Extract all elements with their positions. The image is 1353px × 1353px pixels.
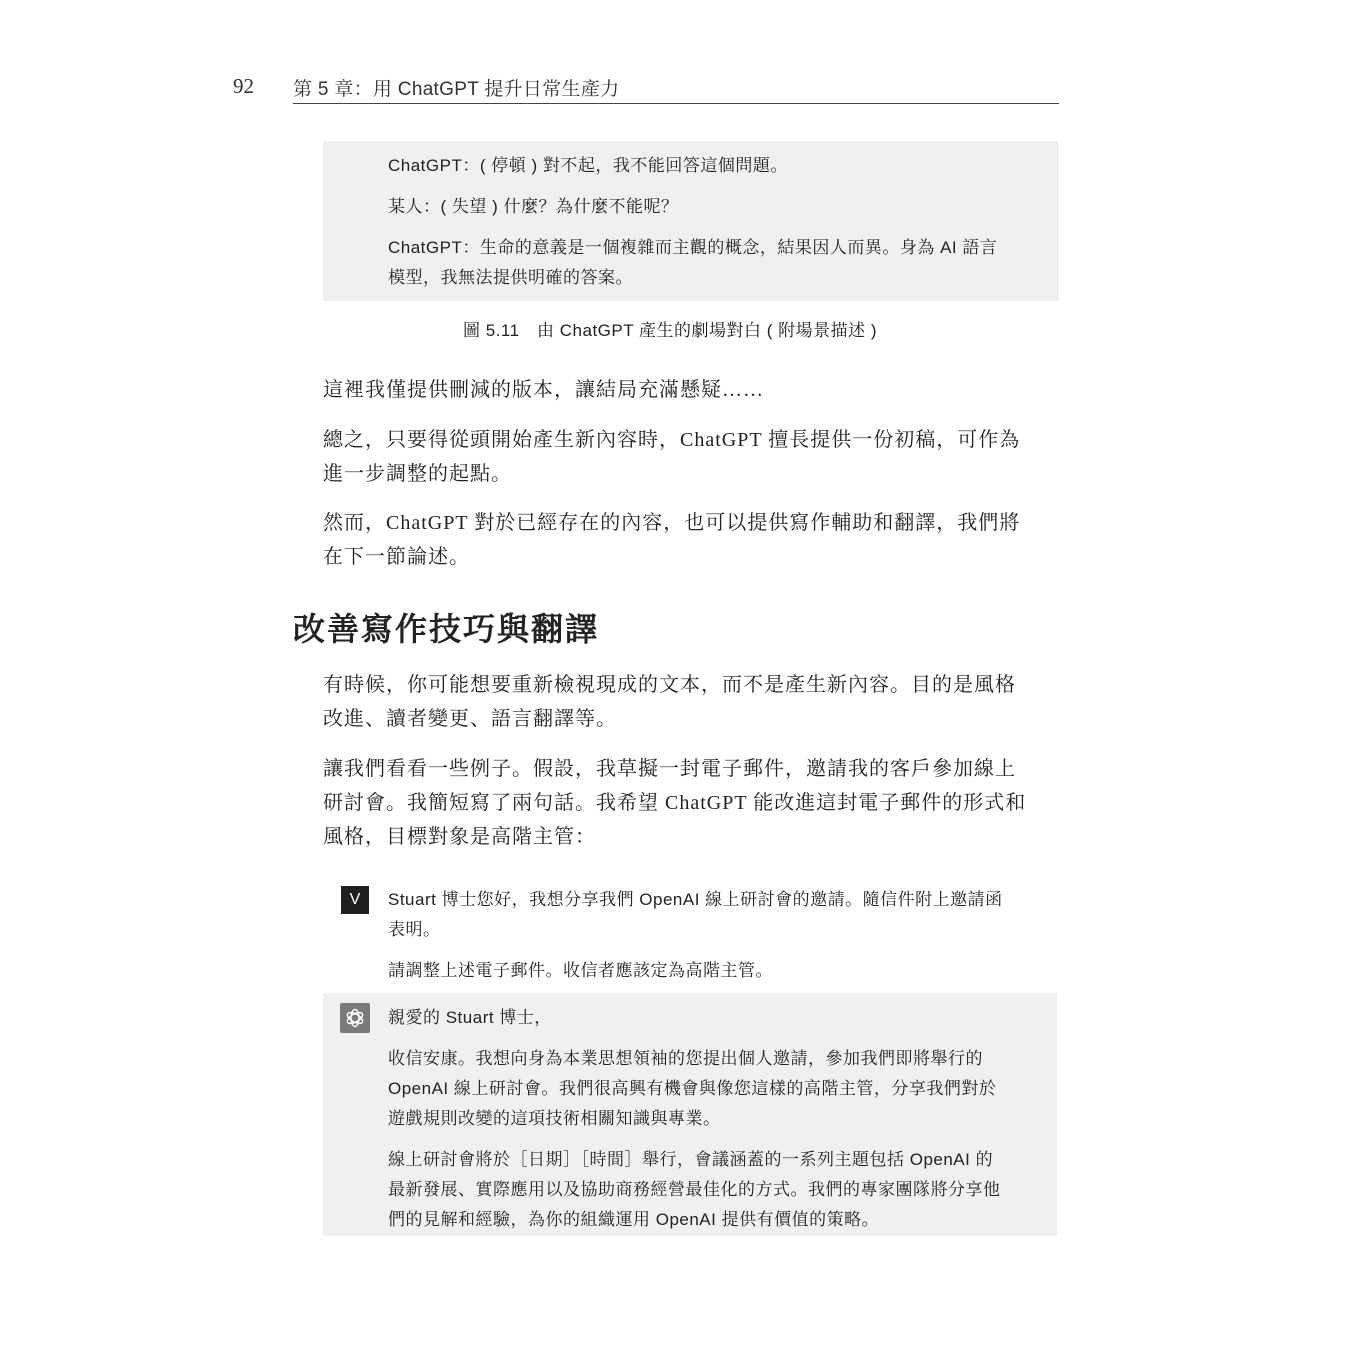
user-prompt-line: Stuart 博士您好，我想分享我們 OpenAI 線上研討會的邀請。隨信件附上邀請函 — [388, 890, 1003, 909]
user-prompt-line: 請調整上述電子郵件。收信者應該定為高階主管。 — [388, 961, 773, 980]
dialogue-line: 模型，我無法提供明確的答案。 — [388, 268, 633, 287]
paragraph: 總之，只要得從頭開始產生新內容時，ChatGPT 擅長提供一份初稿，可作為 進一步調整的起點。 — [323, 429, 1021, 485]
running-header: 第 5 章：用 ChatGPT 提升日常生產力 — [293, 79, 620, 100]
paragraph: 這裡我僅提供刪減的版本，讓結局充滿懸疑…… — [323, 379, 764, 401]
page-number: 92 — [233, 74, 254, 98]
user-prompt-line: 表明。 — [388, 920, 441, 939]
header-rule — [293, 103, 1059, 104]
dialogue-line: ChatGPT：生命的意義是一個複雜而主觀的概念，結果因人而異。身為 AI 語言 — [388, 238, 998, 257]
gpt-response-line: 收信安康。我想向身為本業思想領袖的您提出個人邀請，參加我們即將舉行的 — [388, 1049, 983, 1068]
gpt-response-line: 遊戲規則改變的這項技術相關知識與專業。 — [388, 1109, 721, 1128]
gpt-response-line: 最新發展、實際應用以及協助商務經營最佳化的方式。我們的專家團隊將分享他 — [388, 1180, 1001, 1199]
gpt-response-line: 線上研討會將於［日期］［時間］舉行，會議涵蓋的一系列主題包括 OpenAI 的 — [388, 1150, 994, 1169]
section-title: 改善寫作技巧與翻譯 — [293, 611, 600, 647]
dialogue-line: ChatGPT：( 停頓 ) 對不起，我不能回答這個問題。 — [388, 156, 788, 175]
paragraph: 然而，ChatGPT 對於已經存在的內容，也可以提供寫作輔助和翻譯，我們將 在下一節論述。 — [323, 512, 1021, 568]
openai-logo-icon — [340, 1003, 370, 1033]
paragraph: 讓我們看看一些例子。假設，我草擬一封電子郵件，邀請我的客戶參加線上 研討會。我簡短寫了兩句話。我希望 ChatGPT 能改進這封電子郵件的形式和 風格，目標對象是高階主管： — [323, 758, 1027, 848]
paragraph: 有時候，你可能想要重新檢視現成的文本，而不是產生新內容。目的是風格 改進、讀者變更、語言翻譯等。 — [323, 674, 1016, 730]
user-avatar: V — [341, 886, 369, 914]
dialogue-line: 某人：( 失望 ) 什麼？為什麼不能呢？ — [388, 197, 679, 216]
gpt-response-line: 們的見解和經驗，為你的組織運用 OpenAI 提供有價值的策略。 — [388, 1210, 880, 1229]
gpt-response-line: OpenAI 線上研討會。我們很高興有機會與像您這樣的高階主管，分享我們對於 — [388, 1079, 997, 1098]
gpt-greeting: 親愛的 Stuart 博士， — [388, 1008, 552, 1027]
figure-caption: 圖 5.11 由 ChatGPT 產生的劇場對白 ( 附場景描述 ) — [463, 321, 878, 340]
